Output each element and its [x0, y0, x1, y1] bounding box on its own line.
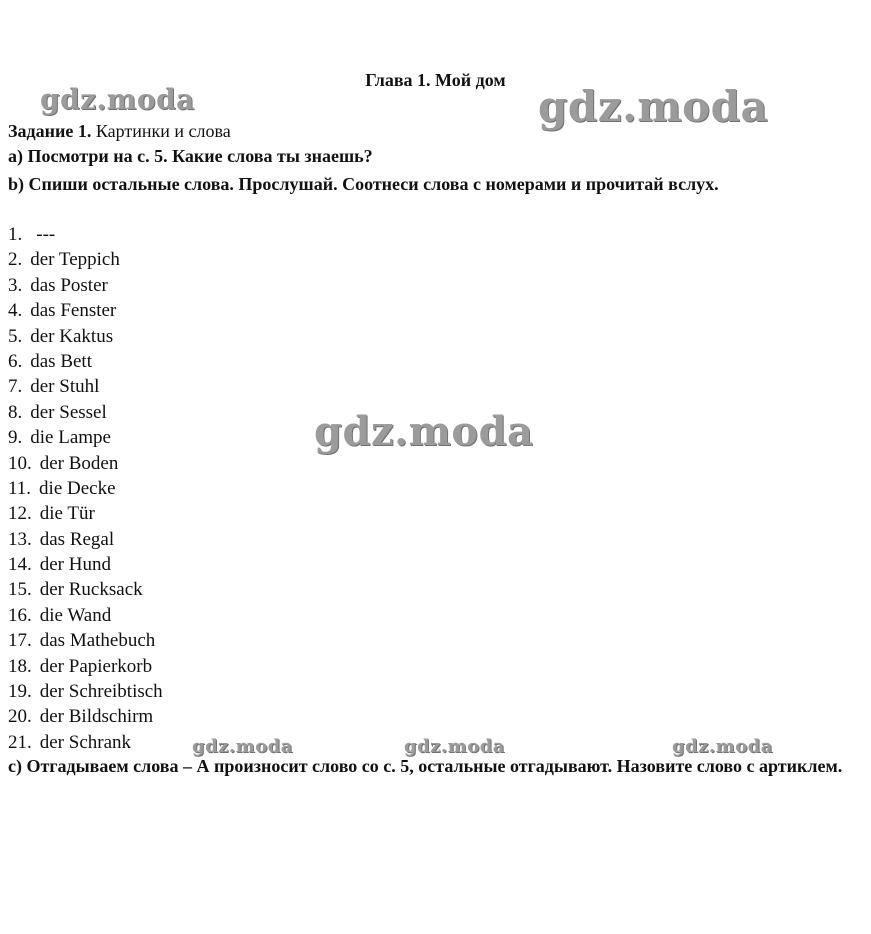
task-label: Задание 1. [8, 121, 92, 141]
item-number: 8. [8, 401, 23, 423]
item-number: 7. [8, 376, 23, 398]
question-a: а) Посмотри на с. 5. Какие слова ты знаешь? [8, 146, 373, 166]
watermark: gdz.moda [40, 83, 195, 116]
word-list [8, 222, 163, 755]
list-item [8, 552, 163, 577]
watermark: gdz.moda [192, 736, 293, 757]
item-number: 11. [8, 477, 32, 499]
watermark: gdz.moda [538, 82, 769, 131]
item-word: der Teppich [30, 249, 120, 271]
item-word: das Poster [30, 274, 108, 296]
item-word: der Bildschirm [39, 706, 154, 728]
item-word: die Wand [39, 604, 112, 626]
item-number: 10. [8, 452, 32, 474]
item-number: 16. [8, 604, 32, 626]
item-word: die Tür [39, 503, 95, 525]
list-item [8, 298, 163, 323]
item-word: der Boden [39, 452, 119, 474]
item-word: das Regal [39, 528, 115, 550]
item-word: der Schrank [39, 731, 132, 753]
list-item [8, 679, 163, 704]
item-word: der Rucksack [39, 579, 143, 601]
list-item [8, 704, 163, 729]
list-item [8, 273, 163, 298]
item-word: der Hund [39, 554, 111, 576]
watermark: gdz.moda [314, 408, 534, 455]
list-item [8, 476, 163, 501]
item-word: die Decke [39, 477, 116, 499]
item-word: der Kaktus [30, 325, 114, 347]
list-item [8, 324, 163, 349]
list-item [8, 247, 163, 272]
item-number: 19. [8, 681, 32, 703]
item-number: 3. [8, 274, 23, 296]
list-item [8, 349, 163, 374]
item-word: der Sessel [30, 401, 107, 423]
item-number: 6. [8, 350, 23, 372]
list-item [8, 730, 163, 755]
item-number: 4. [8, 300, 23, 322]
item-number: 18. [8, 655, 32, 677]
item-number: 13. [8, 528, 32, 550]
item-word: der Schreibtisch [39, 681, 163, 703]
item-number: 15. [8, 579, 32, 601]
list-item [8, 425, 163, 450]
chapter-title: Глава 1. Мой дом [365, 70, 506, 90]
list-item [8, 222, 163, 247]
item-word: das Fenster [30, 300, 117, 322]
item-number: 17. [8, 630, 32, 652]
list-item [8, 400, 163, 425]
list-item [8, 527, 163, 552]
list-item [8, 577, 163, 602]
item-number: 14. [8, 554, 32, 576]
item-word: das Bett [30, 350, 92, 372]
question-b: b) Спиши остальные слова. Прослушай. Соотнеси слова с номерами и прочитай вслух. [8, 174, 719, 194]
item-number: 20. [8, 706, 32, 728]
task-name: Картинки и слова [95, 121, 231, 141]
list-item [8, 603, 163, 628]
list-item [8, 374, 163, 399]
item-word: der Stuhl [30, 376, 100, 398]
list-item [8, 501, 163, 526]
item-word: die Lampe [30, 427, 111, 449]
list-item [8, 654, 163, 679]
item-word: der Papierkorb [39, 655, 153, 677]
watermark: gdz.moda [404, 736, 505, 757]
question-c: c) Отгадываем слова – А произносит слово со с. 5, остальные отгадывают. Назовите слово с артиклем. [8, 756, 843, 776]
item-number: 12. [8, 503, 32, 525]
item-number: 5. [8, 325, 23, 347]
watermark: gdz.moda [672, 736, 773, 757]
item-number: 9. [8, 427, 23, 449]
list-item [8, 451, 163, 476]
list-item [8, 628, 163, 653]
item-number: 1. [8, 224, 23, 245]
task-heading [8, 121, 231, 142]
item-word: --- [36, 224, 56, 245]
item-number: 2. [8, 249, 23, 271]
item-number: 21. [8, 731, 32, 753]
item-word: das Mathebuch [39, 630, 156, 652]
